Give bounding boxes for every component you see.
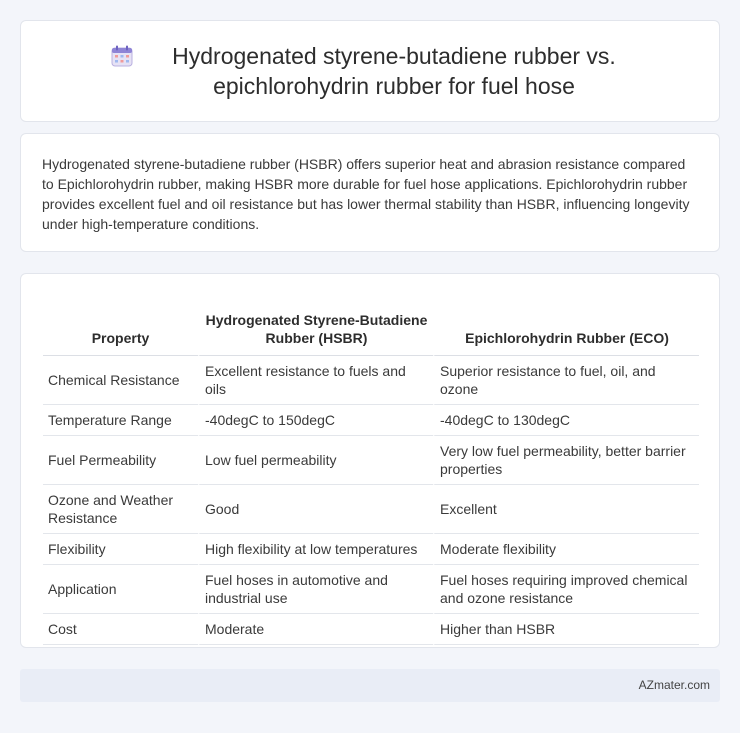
table-card: [20, 273, 720, 648]
summary-card: [20, 133, 720, 252]
table-row: [43, 485, 699, 534]
footer-site-link[interactable]: AZmater.com: [638, 678, 710, 692]
header-hsbr: Hydrogenated Styrene-Butadiene Rubber (HSBR): [198, 294, 433, 356]
cell-hsbr: -40degC to 150degC: [198, 405, 433, 436]
cell-hsbr: Fuel hoses in automotive and industrial use: [198, 565, 433, 614]
cell-property: Fuel Permeability: [43, 436, 198, 485]
table-header-row: [43, 294, 699, 356]
title-card: [20, 20, 720, 122]
table-row: [43, 436, 699, 485]
cell-eco: Excellent: [433, 485, 699, 534]
cell-property: Cost: [43, 614, 198, 645]
title-wrap: [111, 41, 629, 101]
cell-eco: Fuel hoses requiring improved chemical and ozone resistance: [433, 565, 699, 614]
cell-hsbr: Good: [198, 485, 433, 534]
cell-hsbr: Low fuel permeability: [198, 436, 433, 485]
table-row: [43, 356, 699, 405]
cell-property: Application: [43, 565, 198, 614]
table-row: [43, 405, 699, 436]
cell-property: Ozone and Weather Resistance: [43, 485, 198, 534]
summary-text: Hydrogenated styrene-butadiene rubber (HSBR) offers superior heat and abrasion resistance compared to Epichlorohydrin rubber, making HSBR more durable for fuel hose applications. Epichlorohydrin rubber provides excellent fuel and oil resistance but has lower thermal stability than HSBR, influencing longevity under high-temperature conditions.: [42, 156, 690, 232]
comparison-table: [43, 294, 699, 645]
cell-hsbr: High flexibility at low temperatures: [198, 534, 433, 565]
calendar-icon: [111, 45, 133, 67]
table-row: [43, 565, 699, 614]
cell-hsbr: Excellent resistance to fuels and oils: [198, 356, 433, 405]
cell-eco: -40degC to 130degC: [433, 405, 699, 436]
page-title: Hydrogenated styrene-butadiene rubber vs. epichlorohydrin rubber for fuel hose: [172, 43, 616, 99]
table-row: [43, 614, 699, 645]
cell-eco: Higher than HSBR: [433, 614, 699, 645]
cell-eco: Moderate flexibility: [433, 534, 699, 565]
cell-eco: Superior resistance to fuel, oil, and ozone: [433, 356, 699, 405]
cell-hsbr: Moderate: [198, 614, 433, 645]
footer-bar: [20, 669, 720, 702]
cell-eco: Very low fuel permeability, better barrier properties: [433, 436, 699, 485]
table-row: [43, 534, 699, 565]
cell-property: Temperature Range: [43, 405, 198, 436]
cell-property: Chemical Resistance: [43, 356, 198, 405]
header-property: Property: [43, 294, 198, 356]
header-eco: Epichlorohydrin Rubber (ECO): [433, 294, 699, 356]
cell-property: Flexibility: [43, 534, 198, 565]
